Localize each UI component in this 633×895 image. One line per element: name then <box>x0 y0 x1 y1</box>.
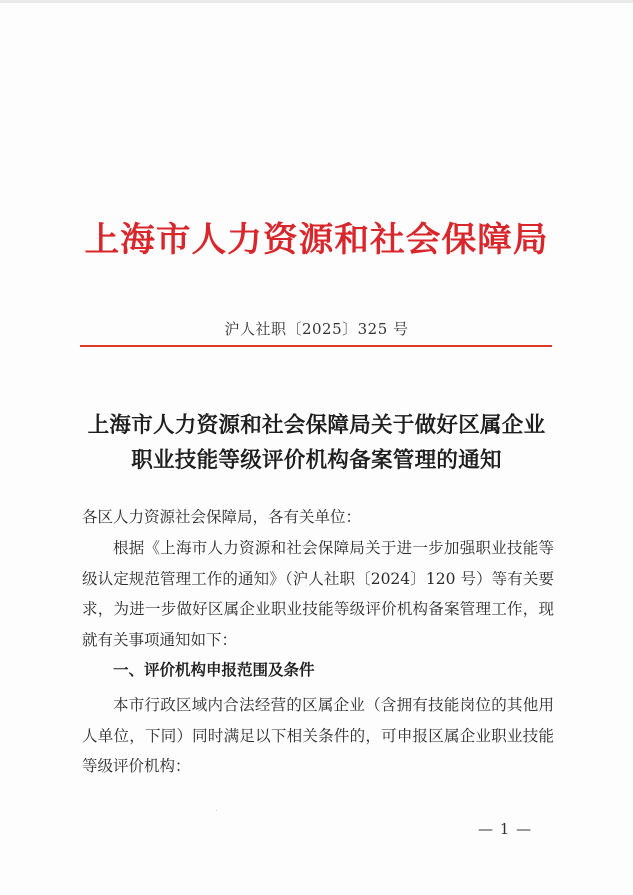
section-heading-1: 一、评价机构申报范围及条件 <box>113 661 315 679</box>
red-divider-line <box>80 345 552 347</box>
salutation: 各区人力资源社会保障局，各有关单位： <box>82 508 362 526</box>
page-number: — 1 — <box>478 820 533 838</box>
document-title: 上海市人力资源和社会保障局关于做好区属企业 职业技能等级评价机构备案管理的通知 <box>87 413 546 473</box>
document-number: 沪人社职〔2025〕325 号 <box>224 320 409 338</box>
scan-speck <box>216 810 217 811</box>
page-top-edge <box>0 0 633 3</box>
issuer-header: 上海市人力资源和社会保障局 <box>84 220 549 260</box>
paragraph-scope: 本市行政区域内合法经营的区属企业（含拥有技能岗位的其他用人单位，下同）同时满足以下相关条件的，可申报区属企业职业技能等级评价机构： <box>82 696 554 775</box>
paragraph-intro: 根据《上海市人力资源和社会保障局关于进一步加强职业技能等级认定规范管理工作的通知》（沪人社职〔2024〕120 号）等有关要求，为进一步做好区属企业职业技能等级评价机构备案管理工作，现就有关事项通知如下： <box>82 539 554 649</box>
